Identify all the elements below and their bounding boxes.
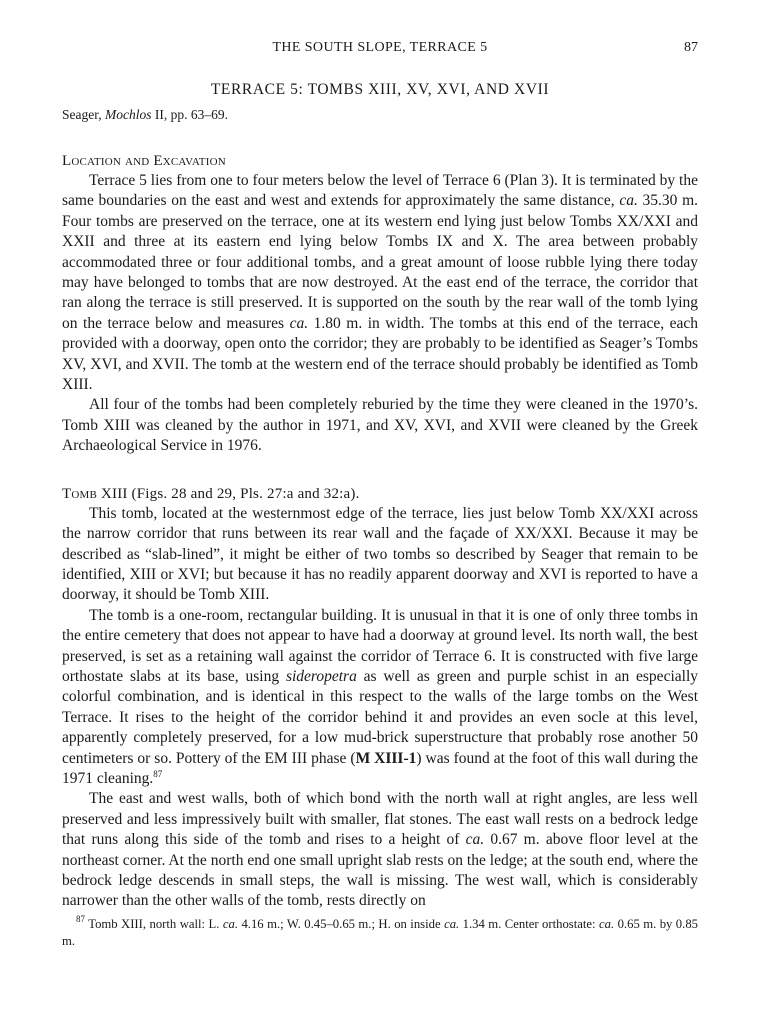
text-run: Tomb XIII, north wall: L. [85,916,223,931]
text-run-italic: ca. [444,916,460,931]
footnote-reference[interactable]: 87 [153,768,163,779]
footnote [62,913,699,950]
page-number: 87 [684,40,698,55]
reference-pages: II, pp. 63–69. [151,107,228,122]
page [62,40,698,950]
text-run-italic: sideropetra [285,667,357,685]
location-paragraph-2: All four of the tombs had been completely reburied by the time they were cleaned in the 1970’s. Tomb XIII was cleaned by the author in 1971, and XV, XVI, and XVII were cleaned by the Greek Archaeological Service in 1976. [62,396,698,455]
text-run-italic: ca. [465,831,485,849]
text-run: 1.80 m. in width. The tombs at this end of the terrace, each provided with a doorway, open onto the corridor; they are probably to be identified as Seager’s Tombs XV, XVI, and XVII. The tomb at the western end of the terrace should probably be identified as Tomb XIII. [62,314,698,394]
footnote-number: 87 [76,913,85,924]
text-run-bold: M XIII-1 [355,749,417,767]
text-run: 4.16 m.; W. 0.45–0.65 m.; H. on inside [238,916,445,931]
tomb-heading [62,485,698,504]
text-run: 0.65 m. by 0.85 m. [62,916,699,948]
text-run: 0.67 m. above floor level at the northeast corner. At the north end one small upright slab rests on the ledge; at the south end, where the bedrock ledge descends in small steps, the wall is missing. The west wall, which is considerably narrower than the other walls of the tomb, rests directly on [62,831,698,910]
text-run: The tomb is a one-room, rectangular building. It is unusual in that it is one of only three tombs in the entire cemetery that does not appear to have had a doorway at ground level. Its north wall, the best preserved, is set as a retaining wall against the corridor of Terrace 6. It is constructed with five large orthostate slabs at its base, using [62,606,698,685]
text-run: 1.34 m. Center orthostate: [459,916,599,931]
tomb-heading-label: Tomb [62,485,98,502]
tomb-heading-rest: XIII (Figs. 28 and 29, Pls. 27:a and 32:a). [97,485,360,502]
tomb-paragraph-2 [62,606,698,790]
text-run: Terrace 5 lies from one to four meters below the level of Terrace 6 (Plan 3). It is terminated by the same boundaries on the east and west and extends for approximately the same distance, [62,172,698,210]
location-heading: Location and Excavation [62,153,226,169]
text-run-italic: ca. [619,192,638,210]
text-run-italic: ca. [289,314,309,332]
tomb-paragraph-1: This tomb, located at the westernmost edge of the terrace, lies just below Tomb XX/XXI across the narrow corridor that runs between its rear wall and the façade of XX/XXI. Because it may be described as “slab-lined”, it might be either of two tombs so described by Seager that remain to be identified, XIII or XVI; but because it has no readily apparent doorway and XVI is reported to have a doorway, it should be Tomb XIII. [62,504,698,604]
text-run: ) was found at the foot of this wall during the 1971 cleaning. [62,749,698,787]
running-head [62,40,698,60]
running-head-title: THE SOUTH SLOPE, TERRACE 5 [272,40,488,55]
location-paragraph-1 [62,171,698,395]
bibliographic-reference [62,106,698,124]
tomb-paragraph-3 [62,789,698,911]
text-run: 35.30 m. Four tombs are preserved on the terrace, one at its western end lying just below Tombs XX/XXI and XXII and three at its eastern end lying below Tombs IX and X. The area between probably accommodated three or four additional tombs, and a great amount of loose rubble lying there today may have belonged to tombs that are now destroyed. At the east end of the terrace, the corridor that ran along the terrace is still preserved. It is supported on the south by the rear wall of the tomb lying on the terrace below and measures [62,192,699,332]
reference-author: Seager, [62,107,105,122]
text-run: as well as green and purple schist in an especially colorful combination, and is identical in this respect to the walls of the large tombs on the West Terrace. It rises to the height of the corridor behind it and provides an even socle at this level, apparently completely preserved, for a low mud-brick superstructure that probably rose another 50 centimeters or so. Pottery of the EM III phase ( [62,667,698,767]
text-run: The east and west walls, both of which bond with the north wall at right angles, are less well preserved and less impressively built with smaller, flat stones. The east wall rests on a bedrock ledge that runs along this side of the tomb and rises to a height of [62,790,698,849]
section-title: TERRACE 5: TOMBS XIII, XV, XVI, AND XVII [210,81,550,98]
text-run-italic: ca. [222,916,239,931]
text-run-italic: ca. [599,916,615,931]
reference-work: Mochlos [104,107,152,122]
